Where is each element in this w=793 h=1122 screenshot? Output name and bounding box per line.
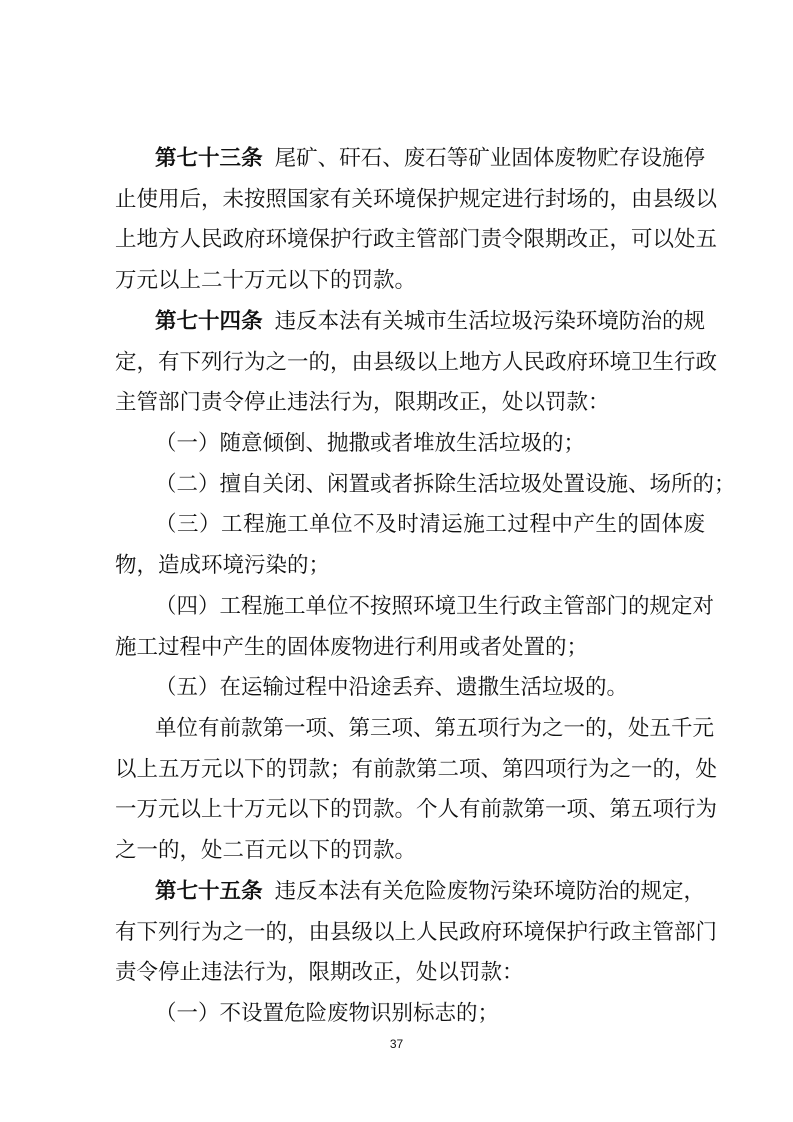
article-73-title: 第七十三条 xyxy=(155,146,263,171)
article-74-item-4-cont: 施工过程中产生的固体废物进行利用或者处置的； xyxy=(115,635,589,660)
article-74-item-3: （三）工程施工单位不及时清运施工过程中产生的固体废 xyxy=(155,512,705,537)
article-74-penalty-line: 一万元以上十万元以下的罚款。个人有前款第一项、第五项行为 xyxy=(115,797,718,822)
article-75-line: 有下列行为之一的，由县级以上人民政府环境保护行政主管部门 xyxy=(115,920,718,945)
article-74-penalty-line: 以上五万元以下的罚款；有前款第二项、第四项行为之一的，处 xyxy=(115,757,718,782)
article-74-item-3-cont: 物，造成环境污染的； xyxy=(115,553,331,578)
article-74-first-line: 第七十四条 违反本法有关城市生活垃圾污染环境防治的规 xyxy=(155,309,705,334)
article-75-first-line: 第七十五条 违反本法有关危险废物污染环境防治的规定， xyxy=(155,879,705,904)
article-73-line: 万元以上二十万元以下的罚款。 xyxy=(115,268,417,293)
article-74-penalty-line: 之一的，处二百元以下的罚款。 xyxy=(115,838,417,863)
article-74-item-1: （一）随意倾倒、抛撒或者堆放生活垃圾的； xyxy=(155,431,586,456)
article-75-line: 责令停止违法行为，限期改正，处以罚款： xyxy=(115,960,524,985)
article-74-item-4: （四）工程施工单位不按照环境卫生行政主管部门的规定对 xyxy=(155,594,715,619)
article-74-item-2: （二）擅自关闭、闲置或者拆除生活垃圾处置设施、场所的； xyxy=(155,472,736,497)
article-74-line: 定，有下列行为之一的，由县级以上地方人民政府环境卫生行政 xyxy=(115,350,718,375)
article-75-item-1: （一）不设置危险废物识别标志的； xyxy=(155,1001,500,1026)
article-73-first-line: 第七十三条 尾矿、矸石、废石等矿业固体废物贮存设施停 xyxy=(155,146,705,171)
article-75-title: 第七十五条 xyxy=(155,879,263,904)
article-74-title: 第七十四条 xyxy=(155,309,263,334)
article-74-item-5: （五）在运输过程中沿途丢弃、遗撒生活垃圾的。 xyxy=(155,675,629,700)
page-number: 37 xyxy=(389,1037,404,1051)
article-74-line: 主管部门责令停止违法行为，限期改正，处以罚款： xyxy=(115,390,610,415)
article-74-penalty-line: 单位有前款第一项、第三项、第五项行为之一的，处五千元 xyxy=(155,716,715,741)
article-73-line: 上地方人民政府环境保护行政主管部门责令限期改正，可以处五 xyxy=(115,227,718,252)
article-73-line: 止使用后，未按照国家有关环境保护规定进行封场的，由县级以 xyxy=(115,187,718,212)
